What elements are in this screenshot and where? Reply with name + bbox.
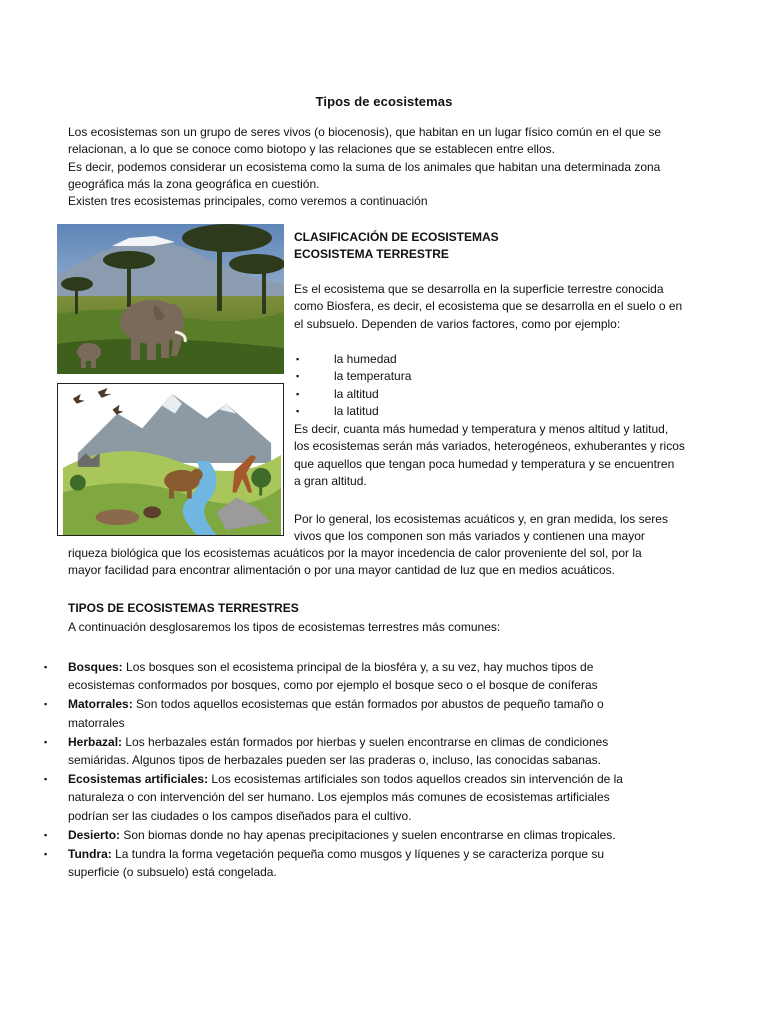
type-term: Tundra: [68, 847, 112, 862]
bullet-icon: ▪ [44, 736, 48, 747]
type-desc: Los ecosistemas artificiales son todos aquellos creados sin intervención de la [208, 772, 623, 787]
type-desc: superficie (o subsuelo) está congelada. [68, 865, 277, 880]
type-term: Desierto: [68, 827, 121, 842]
bullet-icon: ▪ [296, 405, 300, 416]
factor-text: la humedad [334, 352, 397, 366]
type-desc: semiáridas. Algunos tipos de herbazales pueden ser las praderas o, incluso, las conocidas sabanas. [68, 753, 601, 768]
intro-line: geográfica más la zona geográfica en cuestión. [68, 176, 320, 191]
type-term: Ecosistemas artificiales: [68, 772, 209, 787]
intro-paragraph [68, 124, 708, 210]
paragraph-line: Es el ecosistema que se desarrolla en la superficie terrestre conocida [294, 282, 664, 296]
paragraph-line: el subsuelo. Dependen de varios factores, como por ejemplo: [294, 316, 621, 331]
list-item [40, 658, 710, 694]
ecosystem-types-list [40, 658, 710, 882]
type-desc: ecosistemas conformados por bosques, como por ejemplo el bosque seco o el bosque de coníferas [68, 678, 598, 693]
list-item [40, 695, 710, 731]
terrestrial-heading: ECOSISTEMA TERRESTRE [294, 247, 449, 261]
list-item [40, 733, 710, 769]
general-paragraph-start [294, 511, 714, 546]
types-intro: A continuación desglosaremos los tipos de ecosistemas terrestres más comunes: [68, 620, 501, 634]
bullet-icon: ▪ [44, 699, 48, 710]
type-desc: podrían ser las ciudades o los campos diseñados para el cultivo. [68, 808, 412, 823]
general-paragraph-end [68, 545, 708, 580]
paragraph-line: a gran altitud. [294, 473, 367, 488]
savanna-elephant-image [57, 224, 284, 374]
classification-heading: CLASIFICACIÓN DE ECOSISTEMAS [294, 230, 499, 244]
page-title: Tipos de ecosistemas [315, 94, 453, 109]
list-item [40, 826, 710, 844]
type-term: Herbazal: [68, 734, 123, 749]
bullet-icon: ▪ [44, 662, 48, 672]
paragraph-line: riqueza biológica que los ecosistemas acuáticos por la mayor incedencia de calor proveniente del sol, por la [68, 546, 642, 560]
intro-line: relacionan, a lo que se conoce como biotopo y las relaciones que se establecen entre ellos. [68, 142, 555, 157]
paragraph-line: vivos que los componen son más variados y contienen una mayor [294, 529, 645, 544]
paragraph-line: como Biosfera, es decir, el ecosistema que se desarrolla en el suelo o en [294, 299, 683, 314]
type-term: Matorrales: [68, 697, 133, 712]
terrestrial-paragraph [294, 281, 714, 333]
paragraph-line: mayor facilidad para encontrar alimentación o por una mayor cantidad de luz que en medios acuáticos. [68, 563, 615, 578]
intro-line: Existen tres ecosistemas principales, como veremos a continuación [68, 194, 428, 209]
bullet-icon: ▪ [296, 354, 300, 364]
type-term: Bosques: [68, 660, 123, 674]
factor-text: la temperatura [334, 369, 412, 384]
mountain-ecosystem-illustration [57, 383, 284, 536]
paragraph-line: Por lo general, los ecosistemas acuáticos y, en gran medida, los seres [294, 512, 668, 526]
paragraph-line: Es decir, cuanta más humedad y temperatura y menos altitud y latitud, [294, 422, 669, 436]
intro-line: Los ecosistemas son un grupo de seres vivos (o biocenosis), que habitan en un lugar físico común en el que se [68, 125, 662, 139]
type-desc: naturaleza o con intervención del ser humano. Los ejemplos más comunes de ecosistemas artificiales [68, 790, 610, 805]
list-item [40, 845, 710, 881]
list-item [40, 770, 710, 825]
factor-text: la altitud [334, 386, 379, 401]
bullet-icon: ▪ [44, 774, 48, 785]
types-heading: TIPOS DE ECOSISTEMAS TERRESTRES [68, 601, 299, 615]
factor-text: la latitud [334, 403, 379, 418]
humidity-paragraph [294, 421, 714, 490]
type-desc: Los bosques son el ecosistema principal de la biosféra y, a su vez, hay muchos tipos de [122, 660, 594, 674]
type-desc: Los herbazales están formados por hierbas y suelen encontrarse en climas de condiciones [122, 734, 609, 749]
type-desc: Son biomas donde no hay apenas precipitaciones y suelen encontrarse en climas tropicales. [120, 827, 616, 842]
paragraph-line: los ecosistemas serán más variados, heterogéneos, exhuberantes y ricos [294, 439, 685, 454]
type-desc: La tundra la forma vegetación pequeña como musgos y líquenes y se caracteriza porque su [111, 847, 605, 862]
type-desc: matorrales [68, 715, 125, 730]
bullet-icon: ▪ [296, 388, 300, 399]
intro-line: Es decir, podemos considerar un ecosistema como la suma de los animales que habitan una determinada zona [68, 159, 661, 174]
bullet-icon: ▪ [44, 849, 48, 860]
bullet-icon: ▪ [296, 371, 300, 382]
bullet-icon: ▪ [44, 829, 48, 840]
paragraph-line: que aquellos que tengan poca humedad y temperatura y se encuentren [294, 456, 675, 471]
type-desc: Son todos aquellos ecosistemas que están formados por abustos de pequeño tamaño o [132, 697, 604, 712]
